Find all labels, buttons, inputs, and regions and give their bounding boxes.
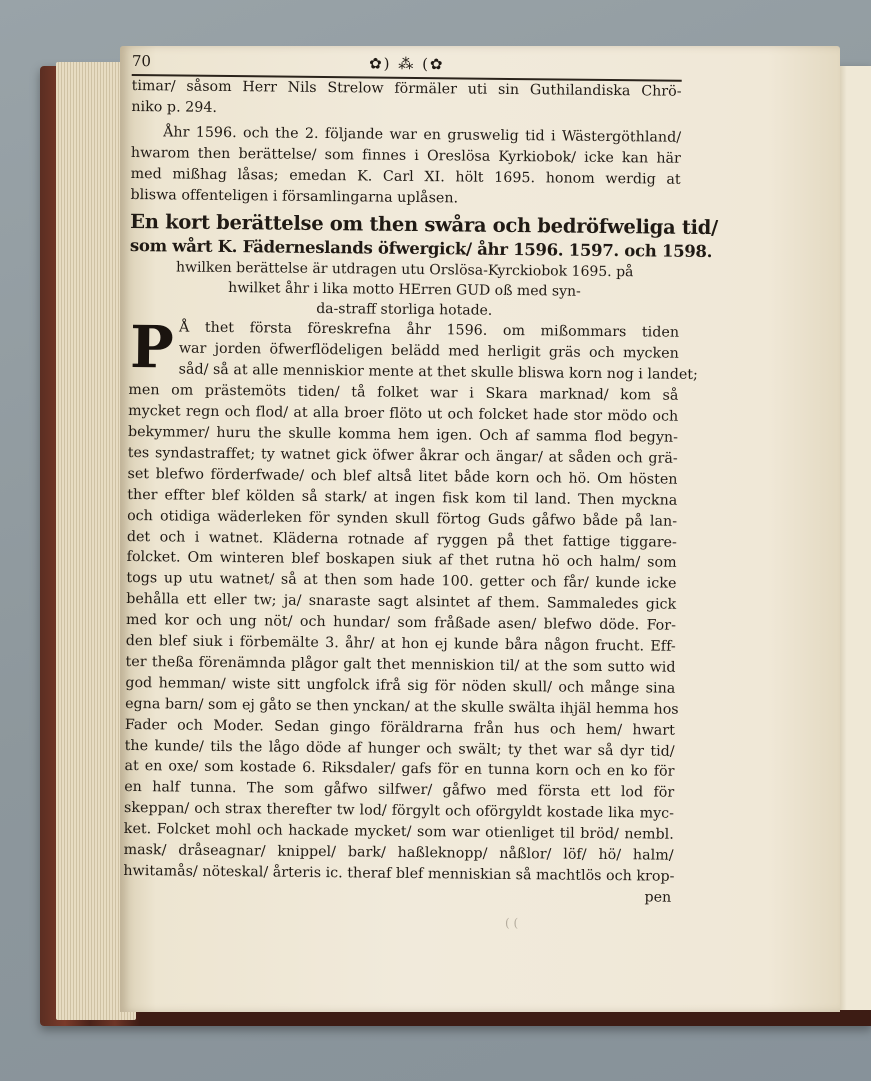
text-line: set blefwo förderfwade/ och blef altså litet både korn och hö. Om hösten <box>127 465 678 488</box>
text-line: ter theßa förenämnda plågor galt thet menniskion til/ at the som sutto wid <box>125 653 676 676</box>
header-ornament: ✿) ⁂ (✿ <box>369 54 445 74</box>
text-line: niko p. 294. <box>131 98 218 116</box>
subheading-line: hwilket åhr i lika motto HErren GUD oß med syn- <box>228 280 581 301</box>
text-line: den blef siuk i förbemälte 3. åhr/ at hon ej kunde båra någon frucht. Eff- <box>125 632 676 655</box>
text-line: Å thet första föreskrefna åhr 1596. om mißommars tiden <box>179 319 680 342</box>
text-line: hwarom then berättelse/ som finnes i Oreslösa Kyrkiobok/ icke kan här <box>130 144 681 167</box>
text-line: war jorden öfwerflödeligen belädd med herligit gräs och mycken <box>178 340 679 363</box>
paper-stain: ( ( <box>505 916 519 930</box>
paragraph-1 <box>130 122 681 211</box>
text-line: bliswa offenteligen i församlingarna uplåsen. <box>130 186 459 206</box>
body-opening <box>129 313 698 385</box>
text-line: behålla ett eller tw; ja/ snaraste sagt alsintet af them. Sammaledes gick <box>126 591 677 613</box>
text-line: en half tunna. The som gåfwo silfwer/ gåfwo med första ett lod för <box>124 779 675 802</box>
heading-line: som wårt K. Fäderneslands öfwergick/ åhr 1596. 1597. och 1598. <box>129 236 713 262</box>
text-line: god hemman/ wiste sitt ungfolck ifrå sig för nöden skull/ och månge sina <box>125 674 676 697</box>
text-line: men om prästemöts tiden/ tå folket war i Skara marknad/ kom så <box>128 382 679 404</box>
text-line: mask/ dråseagnar/ knippel/ bark/ haßleknopp/ nåßlor/ löf/ hö/ halm/ <box>123 842 674 864</box>
section-subheading <box>129 257 680 323</box>
text-line: ket. Folcket mohl och hackade mycket/ som war otienliget til bröd/ nembl. <box>123 821 674 843</box>
text-line: med mißhag låsas; emedan K. Carl XI. hölt 1695. honom werdig at <box>130 165 681 188</box>
drop-cap: P <box>129 313 175 382</box>
text-line: och otidiga wäderleken för synden skull förtog Guds gåfwo både på lan- <box>127 507 678 530</box>
subheading-line: da-straff storliga hotade. <box>316 301 493 320</box>
heading-line: En kort berättelse om then swåra och bedröfweliga tid/ <box>130 210 718 240</box>
text-line: timar/ såsom Herr Nils Strelow förmäler uti sin Guthilandiska Chrö- <box>131 77 682 100</box>
text-line: tes syndastraffet; ty watnet gick öfwer åkrar och ängar/ at såden och grä- <box>127 444 678 467</box>
intro-lines <box>131 76 681 124</box>
section-heading <box>129 209 718 263</box>
text-line: skeppan/ och strax therefter tw lod/ förgylt och oförgyldt kostade lika myc- <box>123 800 675 822</box>
text-line: bekymmer/ huru the skulle komma hem igen. Och af samma flod begyn- <box>127 423 679 446</box>
page-number: 70 <box>131 51 152 71</box>
page-text <box>123 50 718 908</box>
text-line: folcket. Om winteren blef boskapen siuk af thet rutna hö och halm/ som <box>126 549 677 572</box>
text-line: Åhr 1596. och the 2. följande war en gruswelig tid i Wästergöthland/ <box>163 124 682 146</box>
text-line: det och i watnet. Kläderna rotnade af ryggen på thet fattige tiggare- <box>126 528 677 551</box>
text-line: togs up utu watnet/ så at then som hade 100. getter och får/ kunde icke <box>126 570 677 593</box>
body-text <box>123 380 678 887</box>
text-line: hwitamås/ nöteskal/ årteris ic. theraf blef menniskian så machtlös och krop- <box>123 862 675 885</box>
subheading-line: hwilken berättelse är utdragen utu Orslösa-Kyrckiobok 1695. på <box>175 259 634 281</box>
text-line: mycket regn och flod/ at alla broer flöto ut och folcket hade stor mödo och <box>128 403 679 425</box>
catchword: pen <box>644 889 672 906</box>
text-line: Fader och Moder. Sedan gingo föräldrarna från hus och hem/ hwart <box>124 716 675 739</box>
text-line: med kor och ung nöt/ och hundar/ som fråßade asen/ blefwo döde. For- <box>125 612 677 634</box>
text-line: ther effter blef kölden så stark/ at ingen fisk kom til land. Then myckna <box>127 486 678 509</box>
text-line: egna barn/ som ej gåto se then ynckan/ at the skulle swälta ihjäl hemma hos <box>125 695 679 718</box>
facing-page-edge <box>836 66 871 1010</box>
text-line: the kunde/ tils the lågo döde af hunger och swält; ty thet war så dyr tid/ <box>124 737 675 760</box>
text-line: såd/ så at alle menniskior mente at thet skulle bliswa korn nog i landet; <box>178 361 698 384</box>
text-line: at en oxe/ som kostade 6. Riksdaler/ gafs för en tunna korn och en ko för <box>124 758 675 781</box>
